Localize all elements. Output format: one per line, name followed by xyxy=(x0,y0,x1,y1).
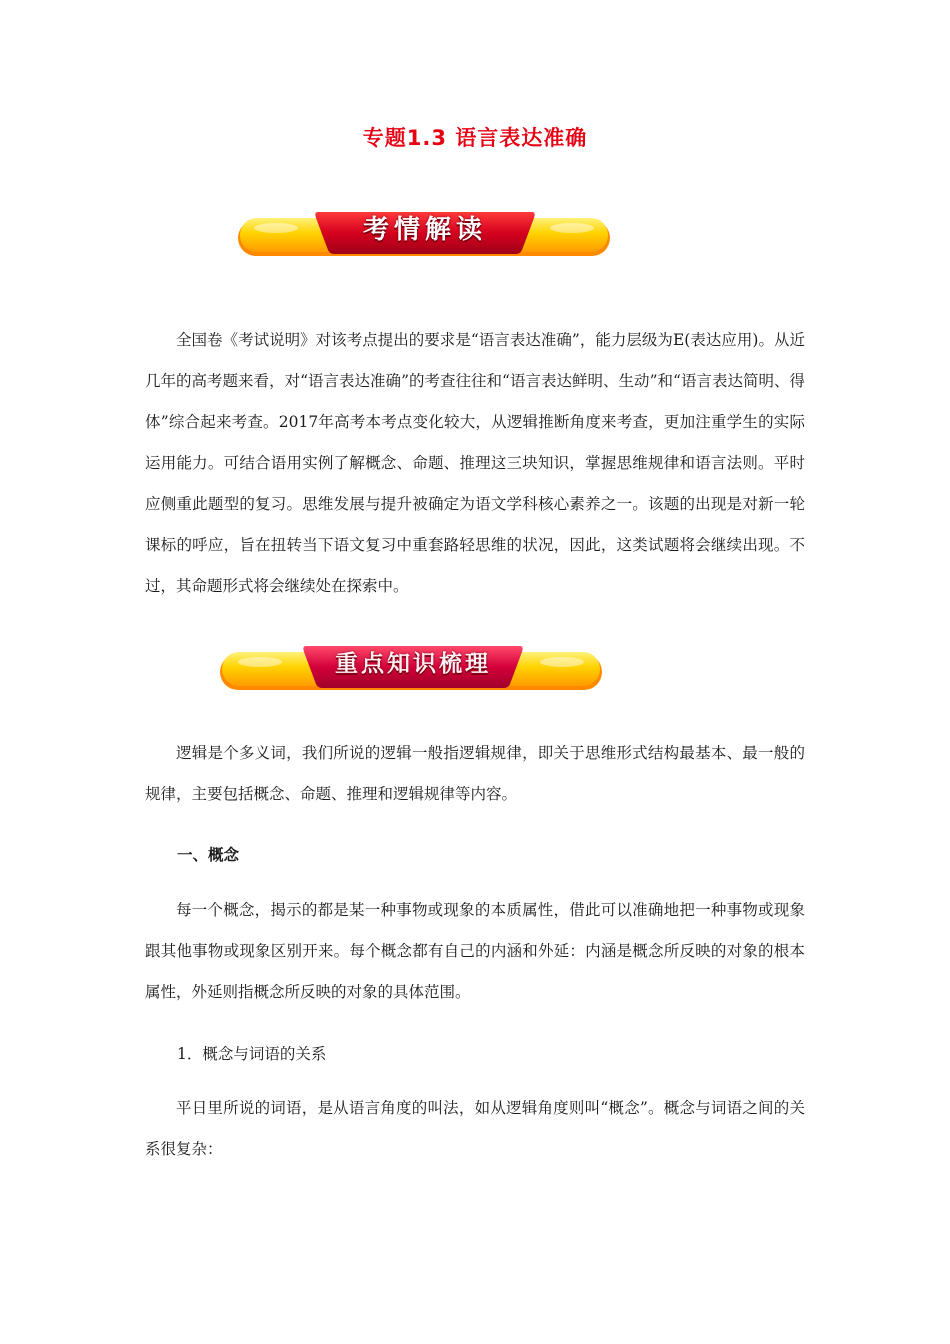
concept-paragraph: 每一个概念，揭示的都是某一种事物或现象的本质属性，借此可以准确地把一种事物或现象跟其他事物或现象区别开来。每个概念都有自己的内涵和外延：内涵是概念所反映的对象的根本属性，外延则指概念所反映的对象的具体范围。 xyxy=(145,901,805,1001)
key-knowledge-banner xyxy=(218,644,604,692)
sub-heading-word-concept: 1．概念与词语的关系 xyxy=(177,1045,327,1063)
document-title: 专题1.3 语言表达准确 xyxy=(362,126,588,150)
logic-intro-paragraph: 逻辑是个多义词，我们所说的逻辑一般指逻辑规律，即关于思维形式结构最基本、最一般的规律，主要包括概念、命题、推理和逻辑规律等内容。 xyxy=(145,744,805,803)
concept-heading: 一、概念 xyxy=(177,846,240,864)
exam-analysis-banner xyxy=(236,210,612,258)
exam-analysis-label: 考情解读 xyxy=(362,215,487,245)
exam-analysis-paragraph: 全国卷《考试说明》对该考点提出的要求是“语言表达准确”，能力层级为E(表达应用)。从近几年的高考题来看，对“语言表达准确”的考查往往和“语言表达鲜明、生动”和“语言表达简明、得体”综合起来考查。2017年高考本考点变化较大，从逻辑推断角度来考查，更加注重学生的实际运用能力。可结合语用实例了解概念、命题、推理这三块知识，掌握思维规律和语言法则。平时应侧重此题型的复习。思维发展与提升被确定为语文学科核心素养之一。该题的出现是对新一轮课标的呼应，旨在扭转当下语文复习中重套路轻思维的状况，因此，这类试题将会继续出现。不过，其命题形式将会继续处在探索中。 xyxy=(145,331,805,595)
words-paragraph: 平日里所说的词语，是从语言角度的叫法，如从逻辑角度则叫“概念”。概念与词语之间的关系很复杂： xyxy=(145,1099,805,1158)
key-knowledge-label: 重点知识梳理 xyxy=(335,651,491,677)
